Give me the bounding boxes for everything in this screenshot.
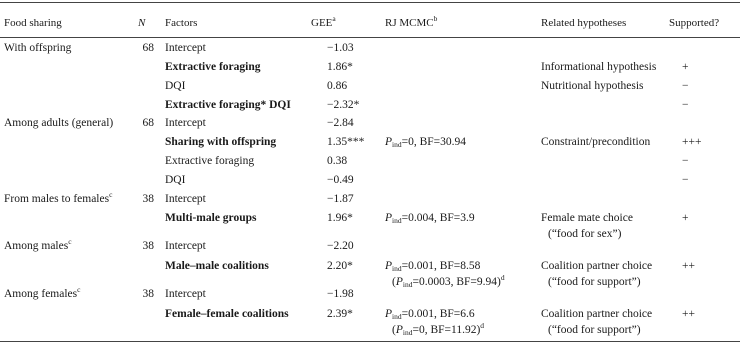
table-top-rule [0, 2, 740, 3]
row-group-label: With offspring [4, 42, 72, 54]
row-factor: Intercept [165, 193, 206, 205]
row-factor: Extractive foraging [165, 155, 255, 167]
row-gee: −1.98 [327, 288, 354, 300]
row-hypothesis-note: (“food for support”) [548, 324, 641, 336]
table-header-rule [0, 37, 740, 38]
row-rj-mcmc-alt: ($P_{ind}=0$, BF=11.92)$^d$ [392, 321, 485, 337]
row-rj-mcmc: $P_{ind}=0.001$, BF=8.58 [385, 260, 481, 273]
row-rj-mcmc: $P_{ind}=0.001$, BF=6.6 [385, 308, 475, 321]
row-group-label: From males to females$^c$ [4, 190, 113, 205]
row-supported: − [682, 174, 689, 186]
row-gee: 2.39* [327, 308, 353, 320]
row-gee: 1.96* [327, 212, 353, 224]
row-supported: ++ [682, 260, 695, 272]
row-factor: Intercept [165, 240, 206, 252]
row-supported: +++ [682, 136, 702, 148]
row-rj-mcmc-alt: ($P_{ind}=0.0003$, BF=9.94)$^d$ [392, 273, 505, 289]
row-factor: Female–female coalitions [165, 308, 289, 320]
row-n: 38 [142, 193, 154, 205]
row-factor: Multi-male groups [165, 212, 257, 224]
row-gee: 2.20* [327, 260, 353, 272]
row-gee: −1.03 [327, 42, 354, 54]
row-factor: Extractive foraging* DQI [165, 99, 291, 111]
row-gee: −1.87 [327, 193, 354, 205]
row-supported: ++ [682, 308, 695, 320]
table-bottom-rule [0, 341, 740, 342]
row-gee: −2.20 [327, 240, 354, 252]
row-hypothesis: Coalition partner choice [541, 308, 653, 320]
header-factors: Factors [165, 17, 198, 29]
row-n: 38 [142, 288, 154, 300]
header-supported: Supported? [669, 17, 720, 29]
row-factor: Extractive foraging [165, 61, 261, 73]
row-factor: Sharing with offspring [165, 136, 277, 148]
row-group-label: Among females$^c$ [4, 285, 81, 300]
row-rj-mcmc: $P_{ind}=0$, BF=30.94 [385, 136, 467, 149]
row-group-label: Among adults (general) [4, 117, 114, 129]
row-hypothesis: Informational hypothesis [541, 61, 657, 73]
row-hypothesis-note: (“food for support”) [548, 276, 641, 288]
row-gee: 0.86 [327, 80, 348, 92]
row-n: 68 [142, 42, 154, 54]
row-supported: − [682, 155, 689, 167]
row-n: 68 [142, 117, 154, 129]
row-hypothesis: Female mate choice [541, 212, 633, 224]
row-n: 38 [142, 240, 154, 252]
row-supported: + [682, 61, 689, 73]
row-gee: 1.86* [327, 61, 353, 73]
row-gee: −0.49 [327, 174, 354, 186]
row-factor: DQI [165, 174, 186, 186]
header-related-hypotheses: Related hypotheses [541, 17, 627, 29]
row-group-label: Among males$^c$ [4, 237, 72, 252]
row-supported: + [682, 212, 689, 224]
row-hypothesis-note: (“food for sex”) [548, 228, 622, 240]
row-gee: −2.32* [327, 99, 360, 111]
row-gee: −2.84 [327, 117, 354, 129]
row-gee: 0.38 [327, 155, 348, 167]
row-gee: 1.35*** [327, 136, 365, 148]
header-rj-mcmc: RJ MCMC$^b$ [385, 14, 438, 29]
row-factor: DQI [165, 80, 186, 92]
row-supported: − [682, 99, 689, 111]
row-hypothesis: Constraint/precondition [541, 136, 651, 148]
row-hypothesis: Nutritional hypothesis [541, 80, 644, 92]
header-gee: GEE$^a$ [311, 14, 336, 29]
row-factor: Intercept [165, 42, 206, 54]
row-factor: Intercept [165, 117, 206, 129]
row-rj-mcmc: $P_{ind}=0.004$, BF=3.9 [385, 212, 475, 225]
header-food-sharing: Food sharing [4, 17, 62, 29]
row-factor: Male–male coalitions [165, 260, 269, 272]
row-supported: − [682, 80, 689, 92]
header-n: N [138, 17, 146, 29]
row-hypothesis: Coalition partner choice [541, 260, 653, 272]
row-factor: Intercept [165, 288, 206, 300]
